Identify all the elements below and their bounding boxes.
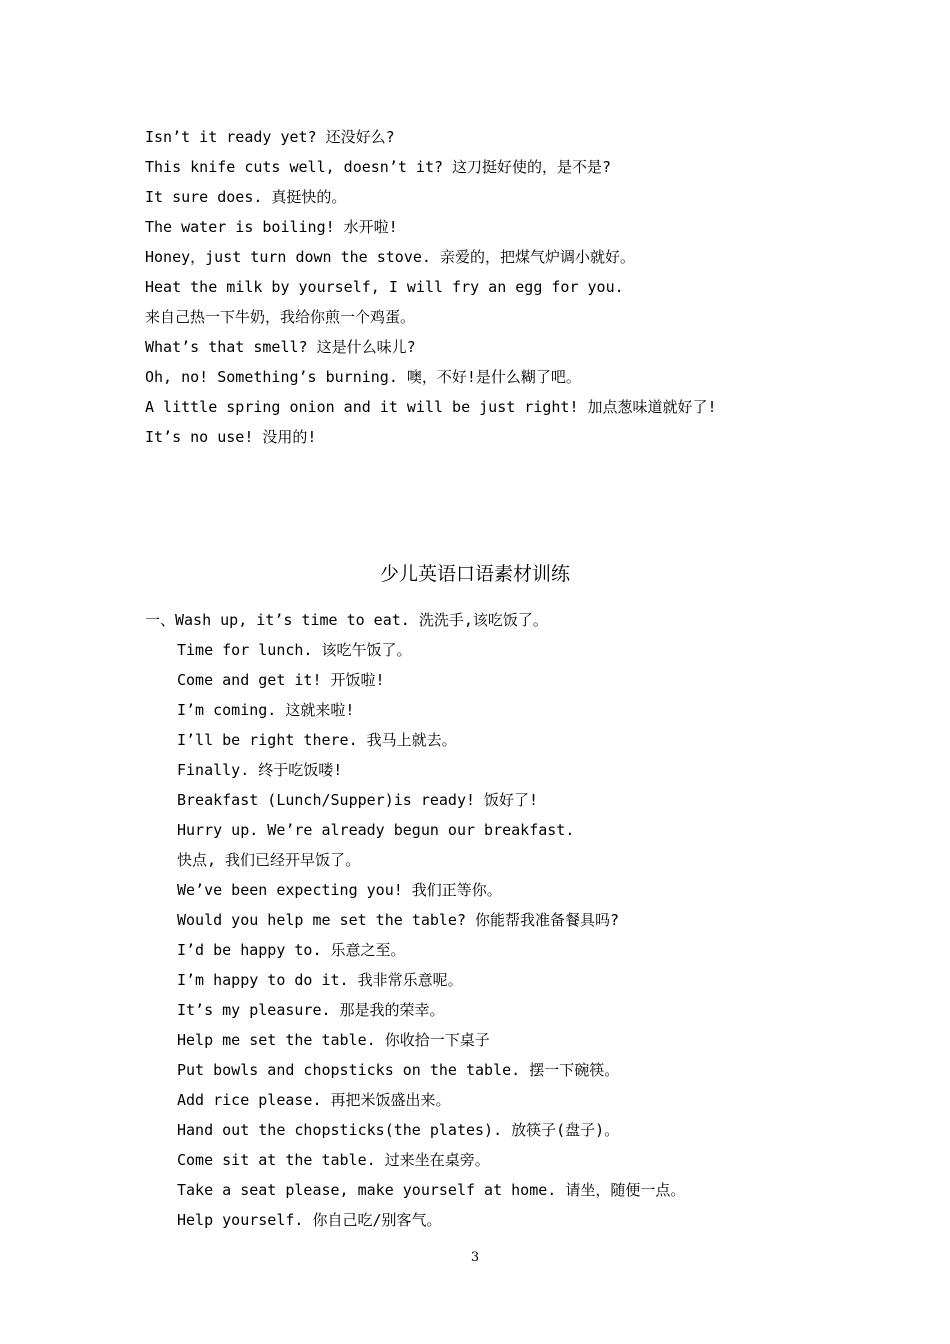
dialogue-line: Help me set the table. 你收拾一下桌子	[177, 1031, 490, 1049]
dialogue-line: Put bowls and chopsticks on the table. 摆一下碗筷。	[177, 1061, 620, 1079]
dialogue-line: It sure does. 真挺快的。	[145, 188, 347, 206]
dialogue-line: I’ll be right there. 我马上就去。	[177, 731, 457, 749]
dialogue-line: Finally. 终于吃饭喽!	[177, 761, 343, 779]
dialogue-line: Breakfast (Lunch/Supper)is ready! 饭好了!	[177, 791, 539, 809]
dialogue-line: Come and get it! 开饭啦!	[177, 671, 385, 689]
dialogue-block-mealtime	[145, 605, 685, 1235]
dialogue-line: What’s that smell? 这是什么味儿?	[145, 338, 416, 356]
dialogue-line: This knife cuts well, doesn’t it? 这刀挺好使的，是不是?	[145, 158, 612, 176]
dialogue-block-kitchen	[145, 122, 717, 452]
dialogue-line-numbered: 一、Wash up, it’s time to eat. 洗洗手,该吃饭了。	[145, 611, 548, 629]
dialogue-line: Heat the milk by yourself, I will fry an egg for you.	[145, 278, 624, 296]
dialogue-line: 快点, 我们已经开早饭了。	[177, 851, 361, 869]
dialogue-line: Hurry up. We’re already begun our breakfast.	[177, 821, 575, 839]
page-number: 3	[470, 1250, 480, 1265]
dialogue-line: I’d be happy to. 乐意之至。	[177, 941, 406, 959]
dialogue-line: Oh, no! Something’s burning. 噢，不好!是什么糊了吧。	[145, 368, 581, 386]
section-title: 少儿英语口语素材训练	[379, 563, 570, 585]
dialogue-line: Would you help me set the table? 你能帮我准备餐具吗?	[177, 911, 620, 929]
dialogue-line: It’s my pleasure. 那是我的荣幸。	[177, 1001, 445, 1019]
dialogue-line: I’m happy to do it. 我非常乐意呢。	[177, 971, 463, 989]
dialogue-line: I’m coming. 这就来啦!	[177, 701, 355, 719]
dialogue-line: 来自己热一下牛奶，我给你煎一个鸡蛋。	[145, 308, 416, 326]
dialogue-line: Help yourself. 你自己吃/别客气。	[177, 1211, 442, 1229]
dialogue-line: A little spring onion and it will be just right! 加点葱味道就好了!	[145, 398, 717, 416]
dialogue-line: The water is boiling! 水开啦!	[145, 218, 398, 236]
dialogue-line: Time for lunch. 该吃午饭了。	[177, 641, 412, 659]
dialogue-line: Isn’t it ready yet? 还没好么?	[145, 128, 395, 146]
dialogue-line: We’ve been expecting you! 我们正等你。	[177, 881, 502, 899]
dialogue-line: It’s no use! 没用的!	[145, 428, 317, 446]
dialogue-line: Take a seat please, make yourself at home. 请坐，随便一点。	[177, 1181, 686, 1199]
dialogue-line: Come sit at the table. 过来坐在桌旁。	[177, 1151, 490, 1169]
dialogue-line: Add rice please. 再把米饭盛出来。	[177, 1091, 451, 1109]
dialogue-line: Honey，just turn down the stove. 亲爱的，把煤气炉调小就好。	[145, 248, 635, 266]
dialogue-line: Hand out the chopsticks(the plates). 放筷子(盘子)。	[177, 1121, 620, 1139]
